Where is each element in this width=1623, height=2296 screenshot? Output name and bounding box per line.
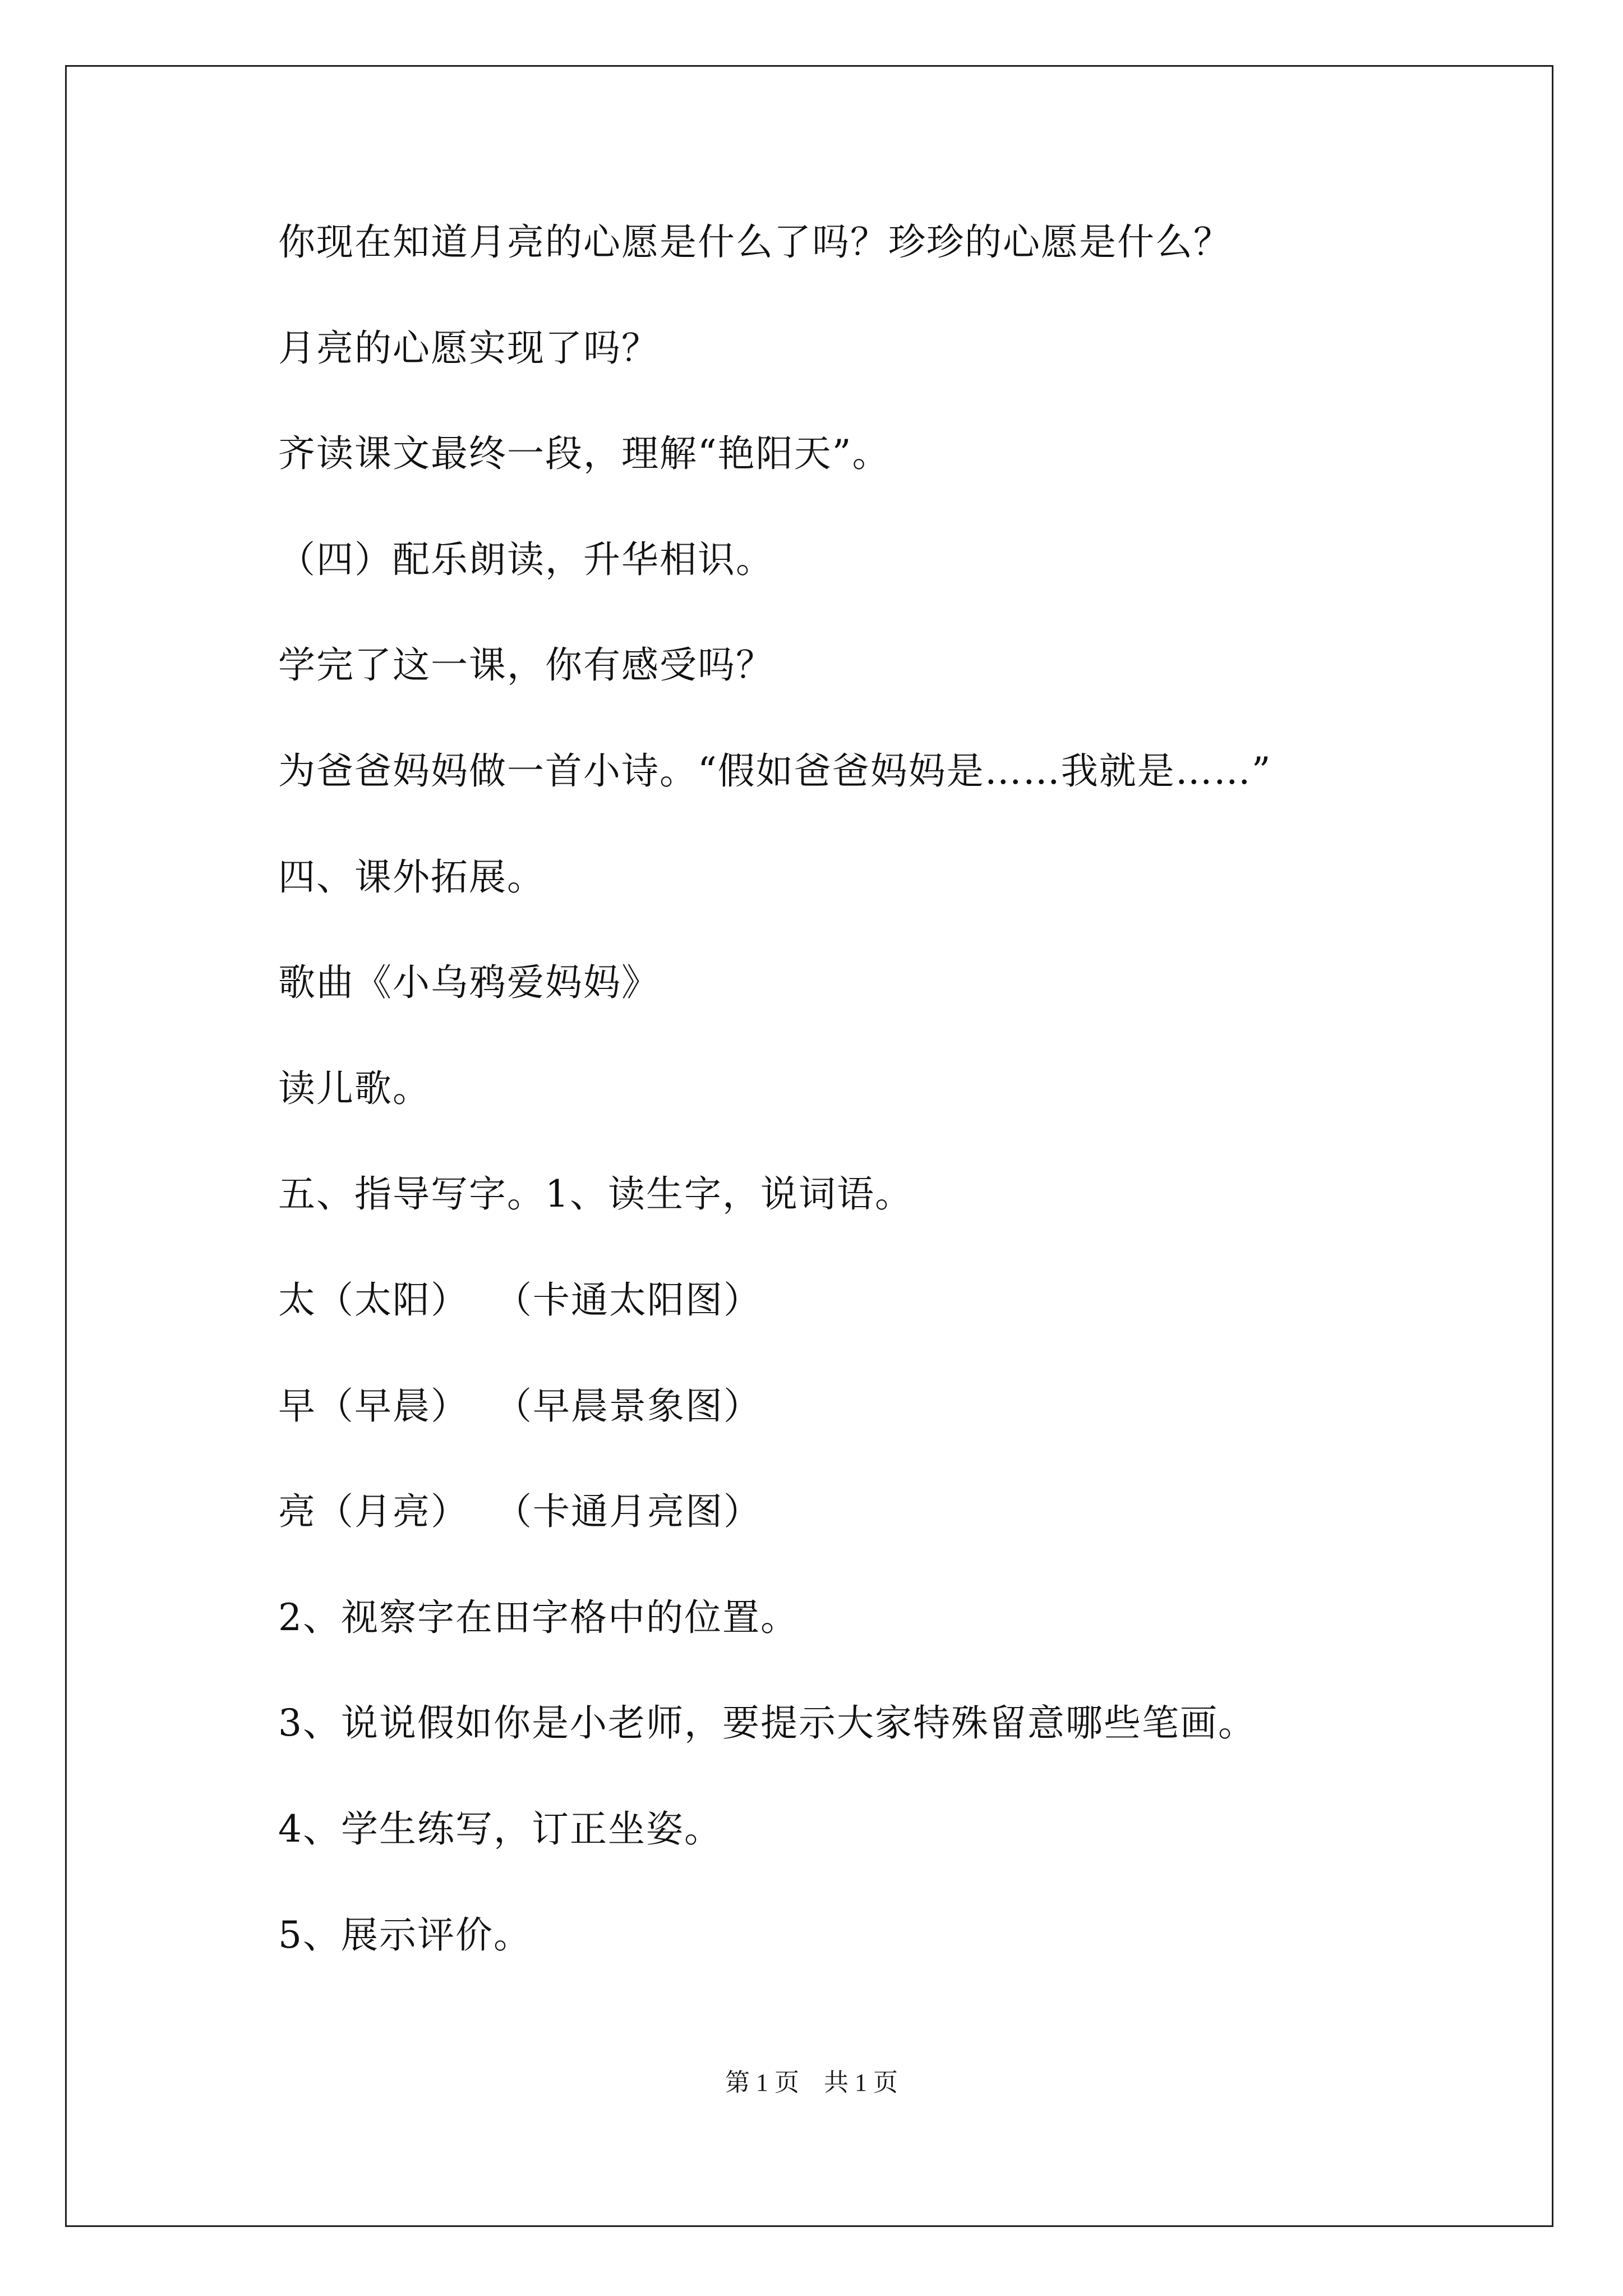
text-line: 2、视察字在田字格中的位置。 [278, 1595, 799, 1639]
text-line: （四）配乐朗读，升华相识。 [278, 537, 774, 581]
text-line: 5、展示评价。 [278, 1913, 532, 1957]
text-line: 早（早晨） （早晨景象图） [278, 1384, 762, 1428]
section-heading: 五、指导写字。1、读生字，说词语。 [278, 1172, 913, 1216]
text-line: 4、学生练写，订正坐姿。 [278, 1807, 722, 1851]
section-heading: 四、课外拓展。 [278, 855, 545, 899]
text-line: 你现在知道月亮的心愿是什么了吗？珍珍的心愿是什么？ [278, 220, 1232, 264]
text-line: 歌曲《小乌鸦爱妈妈》 [278, 961, 660, 1005]
text-line: 读儿歌。 [278, 1066, 431, 1110]
document-body [278, 220, 1456, 2018]
page-footer [0, 2067, 1623, 2099]
text-line: 亮（月亮） （卡通月亮图） [278, 1490, 762, 1534]
text-line: 学完了这一课，你有感受吗？ [278, 643, 774, 687]
text-line: 3、说说假如你是小老师，要提示大家特殊留意哪些笔画。 [278, 1701, 1256, 1745]
text-line: 太（太阳） （卡通太阳图） [278, 1278, 762, 1322]
text-line: 月亮的心愿实现了吗？ [278, 326, 660, 370]
text-line: 为爸爸妈妈做一首小诗。“假如爸爸妈妈是……我就是……” [278, 749, 1272, 793]
page-number: 第 1 页 共 1 页 [725, 2069, 898, 2096]
text-line: 齐读课文最终一段，理解“艳阳天”。 [278, 432, 891, 476]
